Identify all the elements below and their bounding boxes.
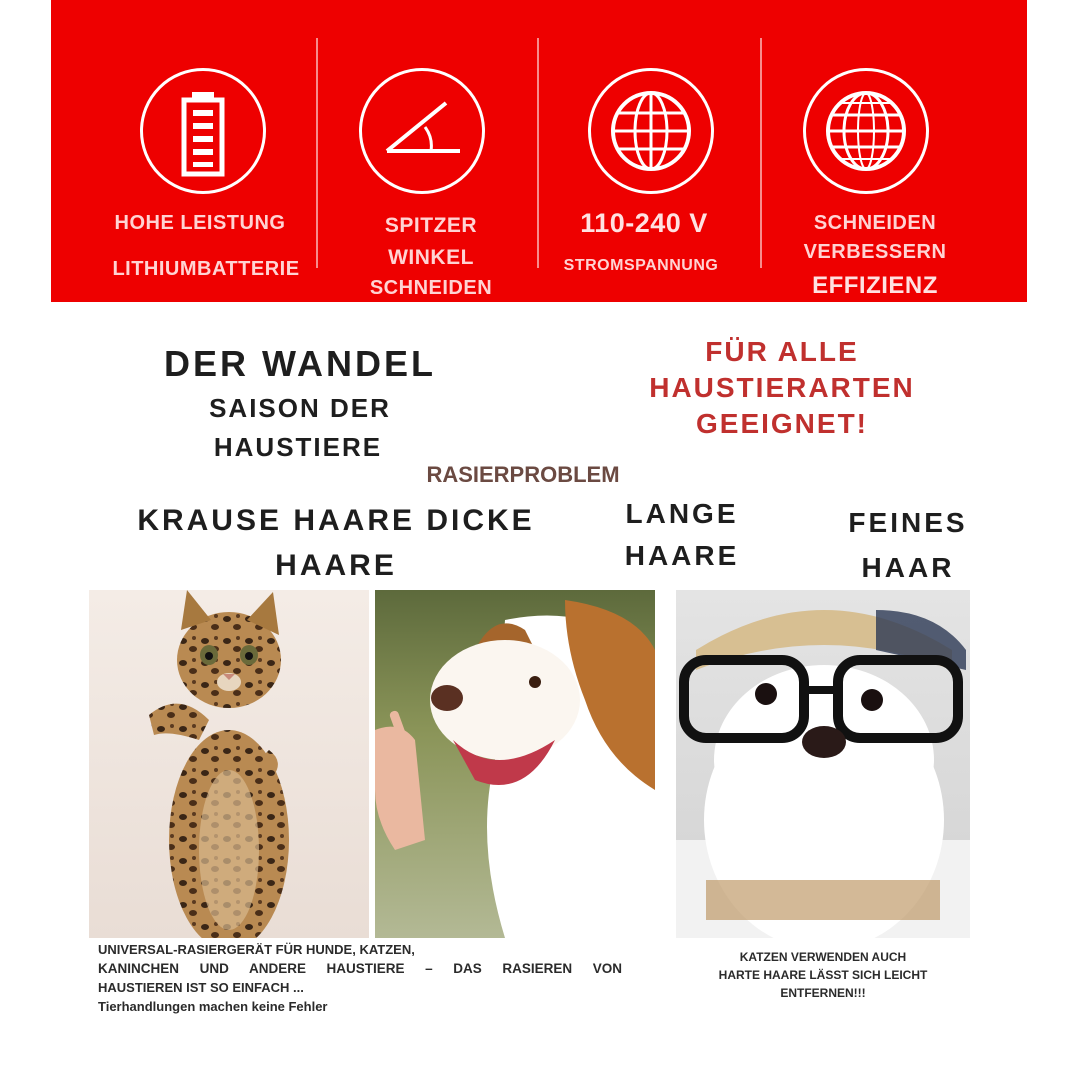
hair-type-curly: HAARE [275, 549, 397, 582]
feature-label: STROMSPANNUNG [563, 257, 719, 274]
feature-banner [51, 0, 1027, 302]
caption-right [676, 938, 970, 1006]
hair-type-long: HAARE [624, 540, 740, 571]
caption-line: HAUSTIEREN IST SO EINFACH ... [98, 980, 304, 995]
battery-icon [140, 68, 266, 194]
feature-label: LITHIUMBATTERIE [112, 258, 300, 280]
suitable-line1: FÜR ALLE [705, 336, 859, 367]
feature-label: HOHE LEISTUNG [114, 212, 286, 234]
feature-label: EFFIZIENZ [812, 272, 938, 299]
cat-photo [89, 590, 369, 938]
caption-line: UNIVERSAL-RASIERGERÄT FÜR HUNDE, KATZEN, [98, 942, 415, 957]
feature-efficiency [762, 0, 1027, 302]
caption-line: KATZEN VERWENDEN AUCH [739, 950, 907, 964]
caption-line: ENTFERNEN!!! [780, 986, 866, 1000]
caption-line: KANINCHEN UND ANDERE HAUSTIERE – DAS RASIEREN VON [98, 961, 622, 976]
hair-type-curly: KRAUSE HAARE DICKE [137, 504, 535, 537]
hair-type-fine: FEINES [848, 507, 968, 538]
globe-icon [588, 68, 714, 194]
feature-label: SCHNEIDEN [369, 277, 493, 299]
caption-left [89, 938, 655, 1018]
suitable-line3: GEEIGNET! [695, 408, 868, 439]
dog-photo [375, 590, 655, 938]
feature-label: SPITZER [384, 214, 478, 237]
feature-voltage [539, 0, 760, 302]
feature-label: WINKEL [388, 246, 474, 269]
headline-line2: SAISON DER [209, 393, 391, 423]
globe-grid-icon [803, 68, 929, 194]
suitable-line2: HAUSTIERARTEN [649, 372, 915, 403]
headline-line3: HAUSTIERE [213, 432, 383, 462]
hair-type-fine: HAAR [861, 552, 955, 583]
feature-angle [318, 0, 537, 302]
angle-icon [359, 68, 485, 194]
feature-label: VERBESSERN [803, 241, 947, 263]
feature-label: SCHNEIDEN [813, 212, 937, 234]
caption-line: Tierhandlungen machen keine Fehler [98, 999, 328, 1014]
problem-label: RASIERPROBLEM [426, 462, 620, 487]
caption-line: HARTE HAARE LÄSST SICH LEICHT [718, 968, 928, 982]
headline-line1: DER WANDEL [164, 343, 436, 384]
white-dog-photo [676, 590, 970, 938]
feature-battery [51, 0, 316, 302]
hair-type-long: LANGE [625, 498, 739, 529]
feature-label: 110-240 V [580, 208, 708, 238]
